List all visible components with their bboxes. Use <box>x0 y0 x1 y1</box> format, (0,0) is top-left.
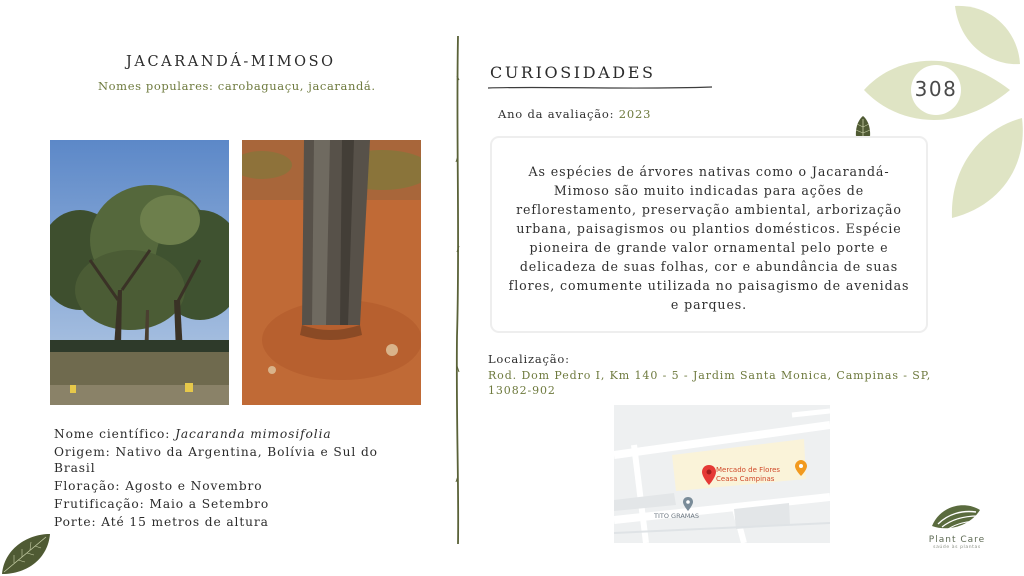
evaluation-year-value: 2023 <box>618 107 652 121</box>
vertical-divider <box>453 36 463 544</box>
leaf-shape <box>952 118 1023 218</box>
map-place-line1: Mercado de Flores <box>716 466 781 474</box>
species-title: JACARANDÁ-MIMOSO <box>126 54 336 70</box>
scientific-name-label: Nome científico: <box>54 427 171 441</box>
scientific-name-line <box>54 426 414 442</box>
tree-trunk-illustration <box>242 140 421 405</box>
origin-line: Origem: Nativo da Argentina, Bolívia e Sul do Brasil <box>54 445 378 475</box>
curiosities-title: CURIOSIDADES <box>490 63 656 82</box>
fruiting-line: Frutificação: Maio a Setembro <box>54 497 270 511</box>
poi-marker-icon[interactable] <box>683 497 693 511</box>
location-label: Localização: <box>488 352 570 366</box>
flowering-line: Floração: Agosto e Novembro <box>54 479 263 493</box>
evaluation-year-label: Ano da avaliação: <box>498 107 615 121</box>
leaf-icon-bottom-left <box>0 530 52 576</box>
brand-name: Plant Care <box>928 535 986 545</box>
food-poi-icon[interactable] <box>795 460 807 476</box>
tree-trunk-photo <box>242 140 421 405</box>
curiosities-underline <box>488 84 712 92</box>
map-poi-label[interactable]: TITO GRAMAS <box>654 512 699 520</box>
curiosities-text: As espécies de árvores nativas como o Jacarandá-Mimoso são muito indicadas para ações de reflorestamento, preservação ambiental, arborização urbana, paisagismos ou plantios domésticos. Espécie pioneira de grande valor ornamental pelo porte e delicadeza de suas folhas, cor e abundância de suas flores, comumente utilizada no paisagismo de avenidas e parques. <box>508 164 910 312</box>
location-address: Rod. Dom Pedro I, Km 140 - 5 - Jardim Santa Monica, Campinas - SP, 13082-902 <box>488 369 932 397</box>
location-map[interactable] <box>614 405 830 543</box>
curiosities-box <box>490 136 928 333</box>
evaluation-year <box>498 107 651 121</box>
leaf-shape <box>955 6 1020 64</box>
map-place-line2: Ceasa Campinas <box>716 475 775 483</box>
page-number: 308 <box>914 77 958 101</box>
size-line: Porte: Até 15 metros de altura <box>54 515 269 529</box>
plant-care-logo <box>930 502 982 534</box>
map-place-name[interactable] <box>716 466 780 484</box>
tree-canopy-photo <box>50 140 229 405</box>
popular-names: Nomes populares: carobaguaçu, jacarandá. <box>98 79 376 93</box>
tree-canopy-illustration <box>50 140 229 405</box>
map-pin-icon[interactable] <box>702 465 716 485</box>
brand-tagline: saúde às plantas <box>933 545 981 550</box>
scientific-name-value: Jacaranda mimosifolia <box>175 427 332 441</box>
species-details <box>54 426 414 532</box>
